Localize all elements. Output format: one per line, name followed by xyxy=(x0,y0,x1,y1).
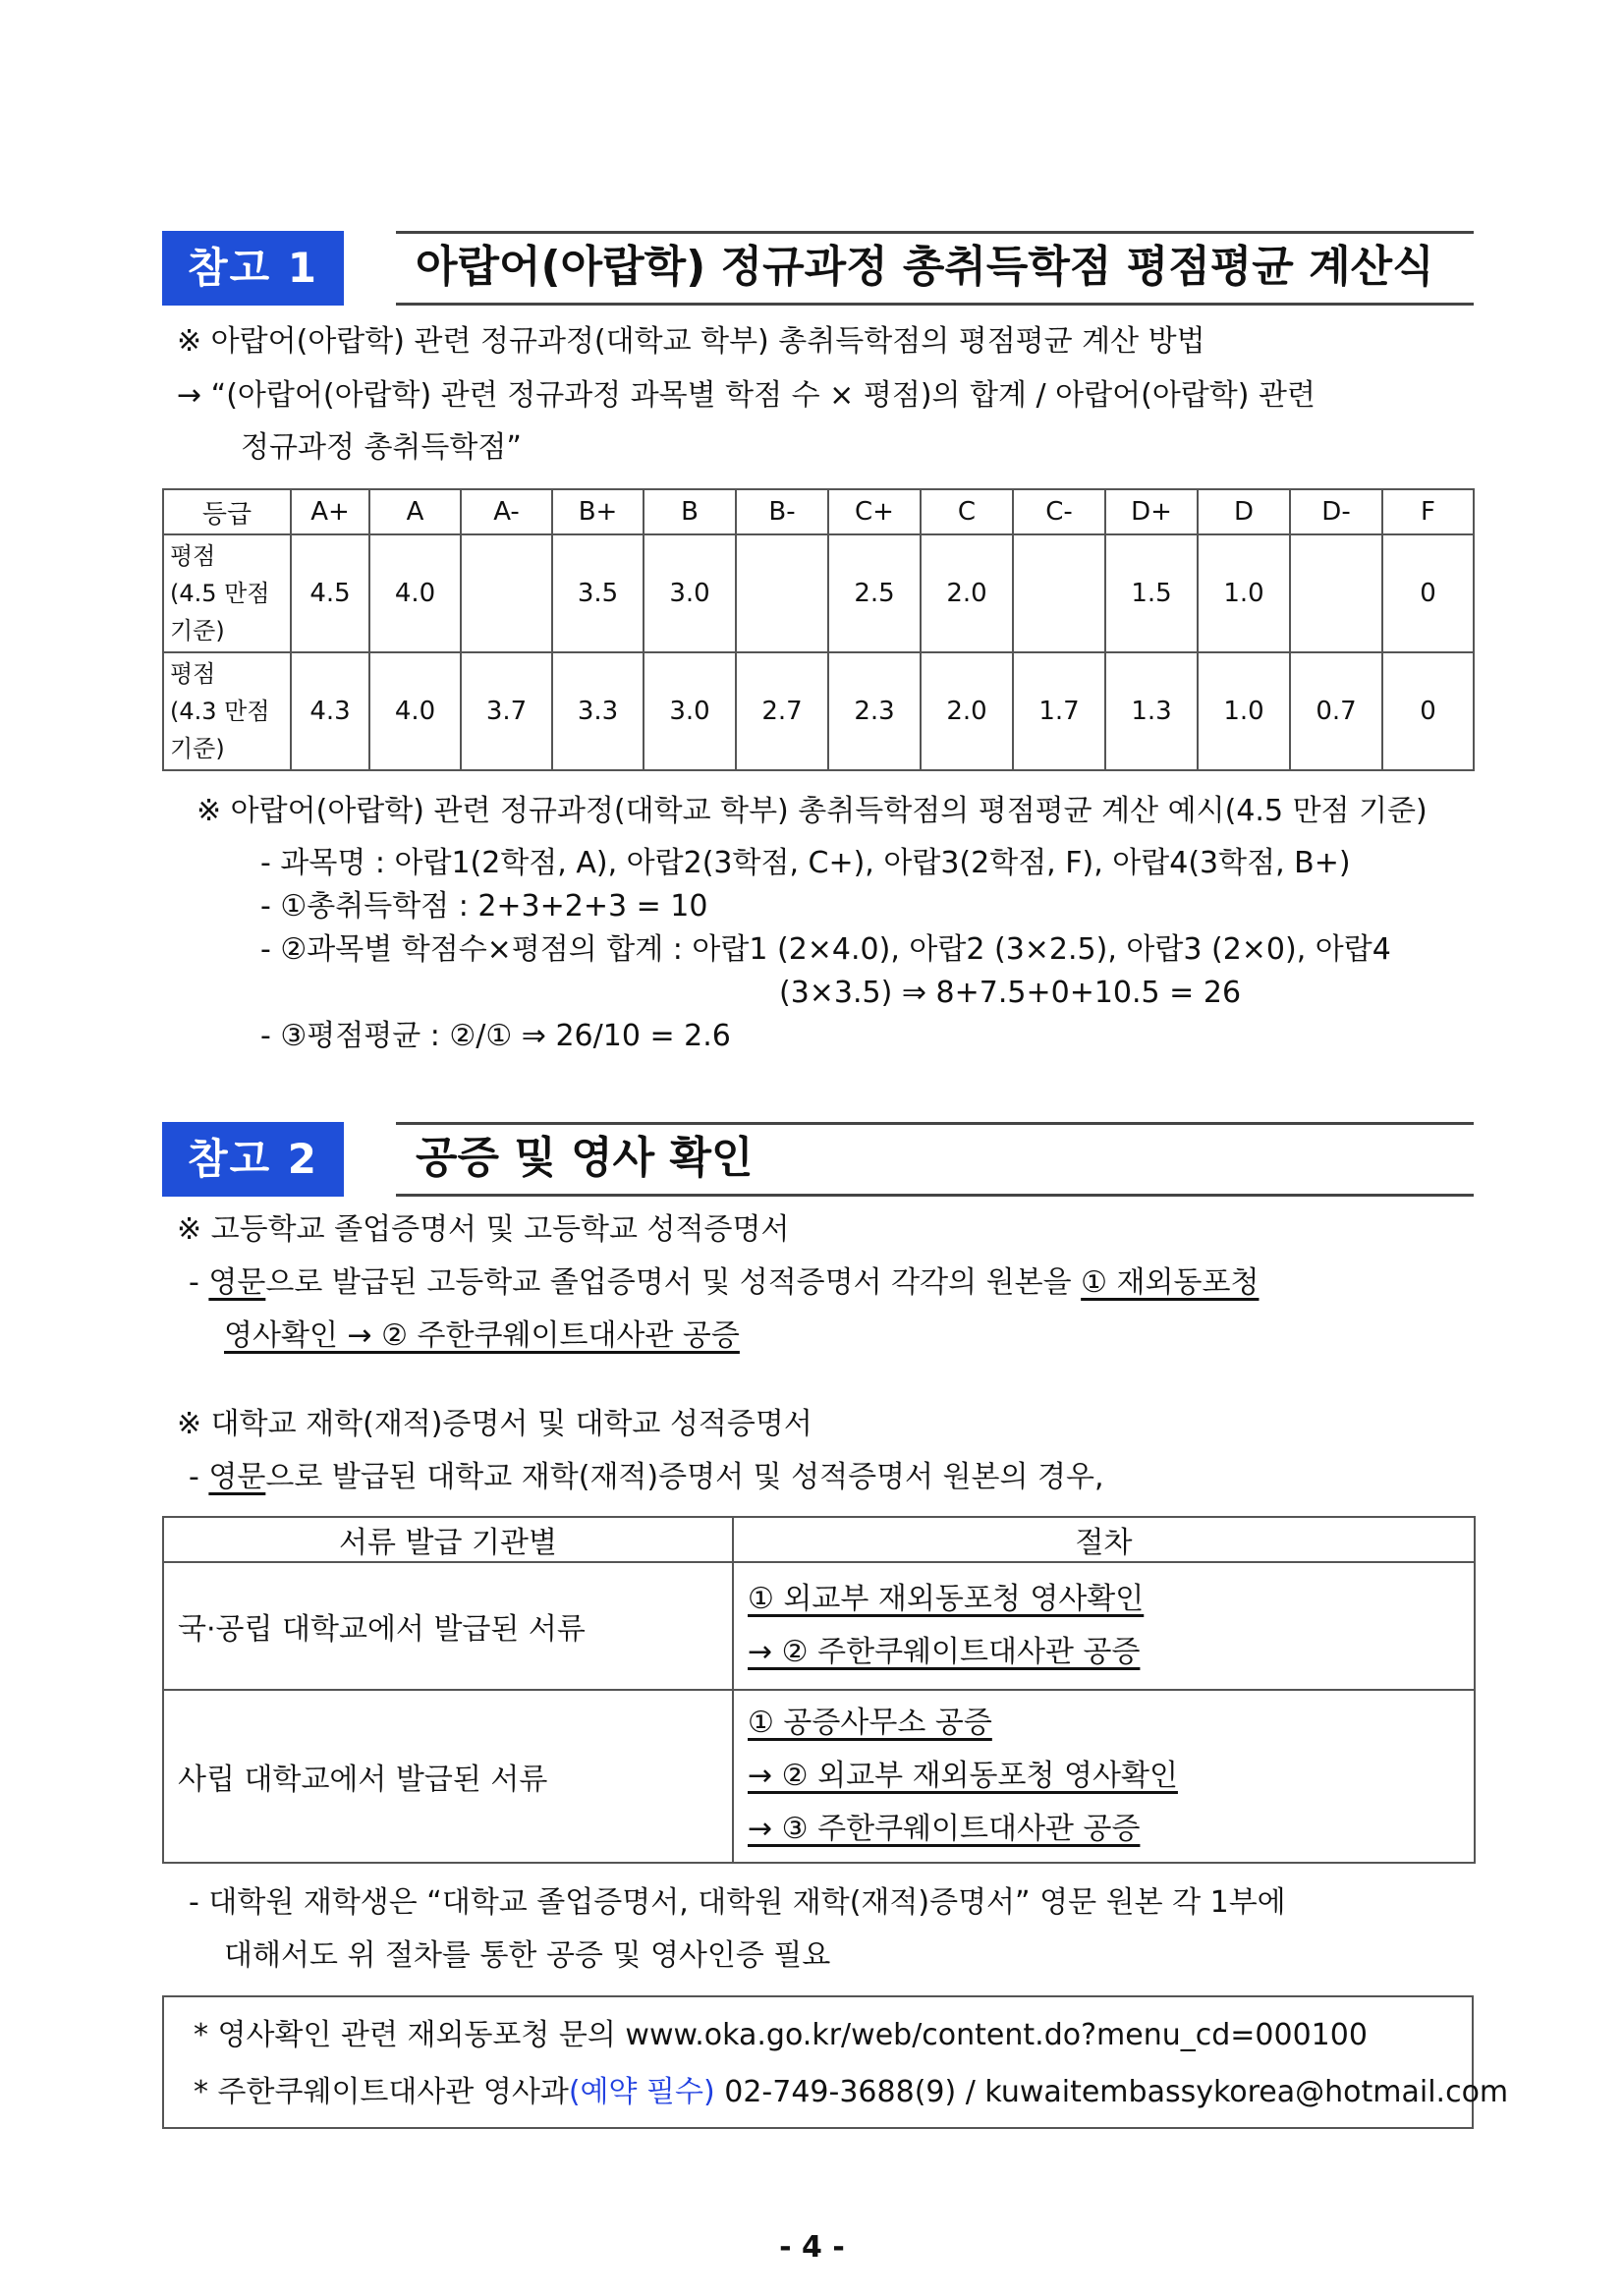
grade-header-cell: C xyxy=(921,489,1013,534)
section2-title: 공증 및 영사 확인 xyxy=(396,1122,1474,1197)
grade-row-label: 평점 (4.3 만점 기준) xyxy=(163,652,291,770)
procedure-row-private xyxy=(163,1690,1475,1863)
grade-header-cell: D xyxy=(1198,489,1290,534)
grade-header-cell: A+ xyxy=(291,489,369,534)
grade-header-row xyxy=(163,489,1474,534)
example-line: (3×3.5) ⇒ 8+7.5+0+10.5 = 26 xyxy=(779,976,1242,1010)
grade-header-cell: B xyxy=(644,489,736,534)
grade-row-43 xyxy=(163,652,1474,770)
hs-line1: - 영문으로 발급된 고등학교 졸업증명서 및 성적증명서 각각의 원본을 ① 재외동포청 xyxy=(189,1265,1260,1300)
contact-line-oka: * 영사확인 관련 재외동포청 문의 www.oka.go.kr/web/content.do?menu_cd=000100 xyxy=(194,2018,1368,2052)
procedure-col1-header: 서류 발급 기관별 xyxy=(163,1517,733,1562)
grade-cell: 2.0 xyxy=(921,534,1013,652)
grade-cell: 2.5 xyxy=(828,534,921,652)
section1-label: 참고 1 xyxy=(162,231,344,306)
grade-table xyxy=(162,488,1475,771)
hs-title: ※ 고등학교 졸업증명서 및 고등학교 성적증명서 xyxy=(177,1212,790,1247)
reservation-required-note: (예약 필수) xyxy=(568,2075,715,2109)
grade-cell: 2.0 xyxy=(921,652,1013,770)
grade-cell: 0.7 xyxy=(1290,652,1382,770)
grade-cell: 3.0 xyxy=(644,652,736,770)
section1-header xyxy=(162,231,1474,306)
example-line: - ③평점평균 : ②/① ⇒ 26/10 = 2.6 xyxy=(260,1019,731,1053)
grade-cell: 3.5 xyxy=(552,534,644,652)
hs-line2: 영사확인 → ② 주한쿠웨이트대사관 공증 xyxy=(224,1318,740,1353)
grade-cell: 1.0 xyxy=(1198,534,1290,652)
procedure-table xyxy=(162,1516,1476,1864)
section1-formula-line2: 정규과정 총취득학점” xyxy=(241,430,522,465)
grade-cell: 4.5 xyxy=(291,534,369,652)
grade-cell: 3.3 xyxy=(552,652,644,770)
procedure-row-label: 국·공립 대학교에서 발급된 서류 xyxy=(163,1562,733,1690)
procedure-col2-header: 절차 xyxy=(733,1517,1475,1562)
grade-cell: 4.3 xyxy=(291,652,369,770)
grade-cell: 1.0 xyxy=(1198,652,1290,770)
section1-title: 아랍어(아랍학) 정규과정 총취득학점 평점평균 계산식 xyxy=(396,231,1474,306)
grade-cell xyxy=(461,534,552,652)
grade-cell: 3.0 xyxy=(644,534,736,652)
grade-cell: 3.7 xyxy=(461,652,552,770)
univ-title: ※ 대학교 재학(재적)증명서 및 대학교 성적증명서 xyxy=(177,1407,812,1441)
example-title: ※ 아랍어(아랍학) 관련 정규과정(대학교 학부) 총취득학점의 평점평균 계산 예시(4.5 만점 기준) xyxy=(196,794,1428,828)
section2-label: 참고 2 xyxy=(162,1122,344,1197)
grade-cell: 4.0 xyxy=(369,534,461,652)
grade-header-cell: A- xyxy=(461,489,552,534)
section1-formula-line1: → “(아랍어(아랍학) 관련 정규과정 과목별 학점 수 × 평점)의 합계 / 아랍어(아랍학) 관련 xyxy=(177,378,1316,413)
grade-cell: 1.7 xyxy=(1013,652,1105,770)
grade-header-cell: A xyxy=(369,489,461,534)
contact-box xyxy=(162,1995,1509,2129)
grade-cell: 2.7 xyxy=(736,652,828,770)
grade-cell: 1.3 xyxy=(1105,652,1198,770)
example-line: - 과목명 : 아랍1(2학점, A), 아랍2(3학점, C+), 아랍3(2학점, F), 아랍4(3학점, B+) xyxy=(260,846,1351,880)
grade-header-cell: 등급 xyxy=(163,489,291,534)
grade-header-cell: D+ xyxy=(1105,489,1198,534)
procedure-steps: ① 공증사무소 공증 → ② 외교부 재외동포청 영사확인 → ③ 주한쿠웨이트대사관 공증 xyxy=(733,1690,1475,1863)
procedure-header-row xyxy=(163,1517,1475,1562)
grade-cell: 4.0 xyxy=(369,652,461,770)
contact-line-embassy: * 주한쿠웨이트대사관 영사과(예약 필수) 02-749-3688(9) / kuwaitembassykorea@hotmail.com xyxy=(194,2075,1509,2109)
page-number: - 4 - xyxy=(779,2230,845,2265)
grade-row-label: 평점 (4.5 만점 기준) xyxy=(163,534,291,652)
section2-header xyxy=(162,1122,1474,1197)
grade-cell xyxy=(1290,534,1382,652)
example-line: - ①총취득학점 : 2+3+2+3 = 10 xyxy=(260,889,708,924)
grade-row-45 xyxy=(163,534,1474,652)
grade-header-cell: C+ xyxy=(828,489,921,534)
grade-cell: 0 xyxy=(1382,534,1474,652)
section1-note: ※ 아랍어(아랍학) 관련 정규과정(대학교 학부) 총취득학점의 평점평균 계산 방법 xyxy=(177,324,1205,359)
procedure-row-public xyxy=(163,1562,1475,1690)
grade-cell xyxy=(736,534,828,652)
grade-header-cell: B+ xyxy=(552,489,644,534)
univ-line: - 영문으로 발급된 대학교 재학(재적)증명서 및 성적증명서 원본의 경우, xyxy=(189,1460,1104,1494)
grade-header-cell: B- xyxy=(736,489,828,534)
grade-cell xyxy=(1013,534,1105,652)
example-line: - ②과목별 학점수×평점의 합계 : 아랍1 (2×4.0), 아랍2 (3×2.5), 아랍3 (2×0), 아랍4 xyxy=(260,932,1391,967)
grade-cell: 2.3 xyxy=(828,652,921,770)
grade-header-cell: C- xyxy=(1013,489,1105,534)
grade-header-cell: D- xyxy=(1290,489,1382,534)
grade-header-cell: F xyxy=(1382,489,1474,534)
grade-cell: 1.5 xyxy=(1105,534,1198,652)
grad-line2: 대해서도 위 절차를 통한 공증 및 영사인증 필요 xyxy=(224,1938,831,1973)
procedure-row-label: 사립 대학교에서 발급된 서류 xyxy=(163,1690,733,1863)
grad-line1: - 대학원 재학생은 “대학교 졸업증명서, 대학원 재학(재적)증명서” 영문 원본 각 1부에 xyxy=(189,1885,1286,1920)
grade-cell: 0 xyxy=(1382,652,1474,770)
procedure-steps: ① 외교부 재외동포청 영사확인 → ② 주한쿠웨이트대사관 공증 xyxy=(733,1562,1475,1690)
